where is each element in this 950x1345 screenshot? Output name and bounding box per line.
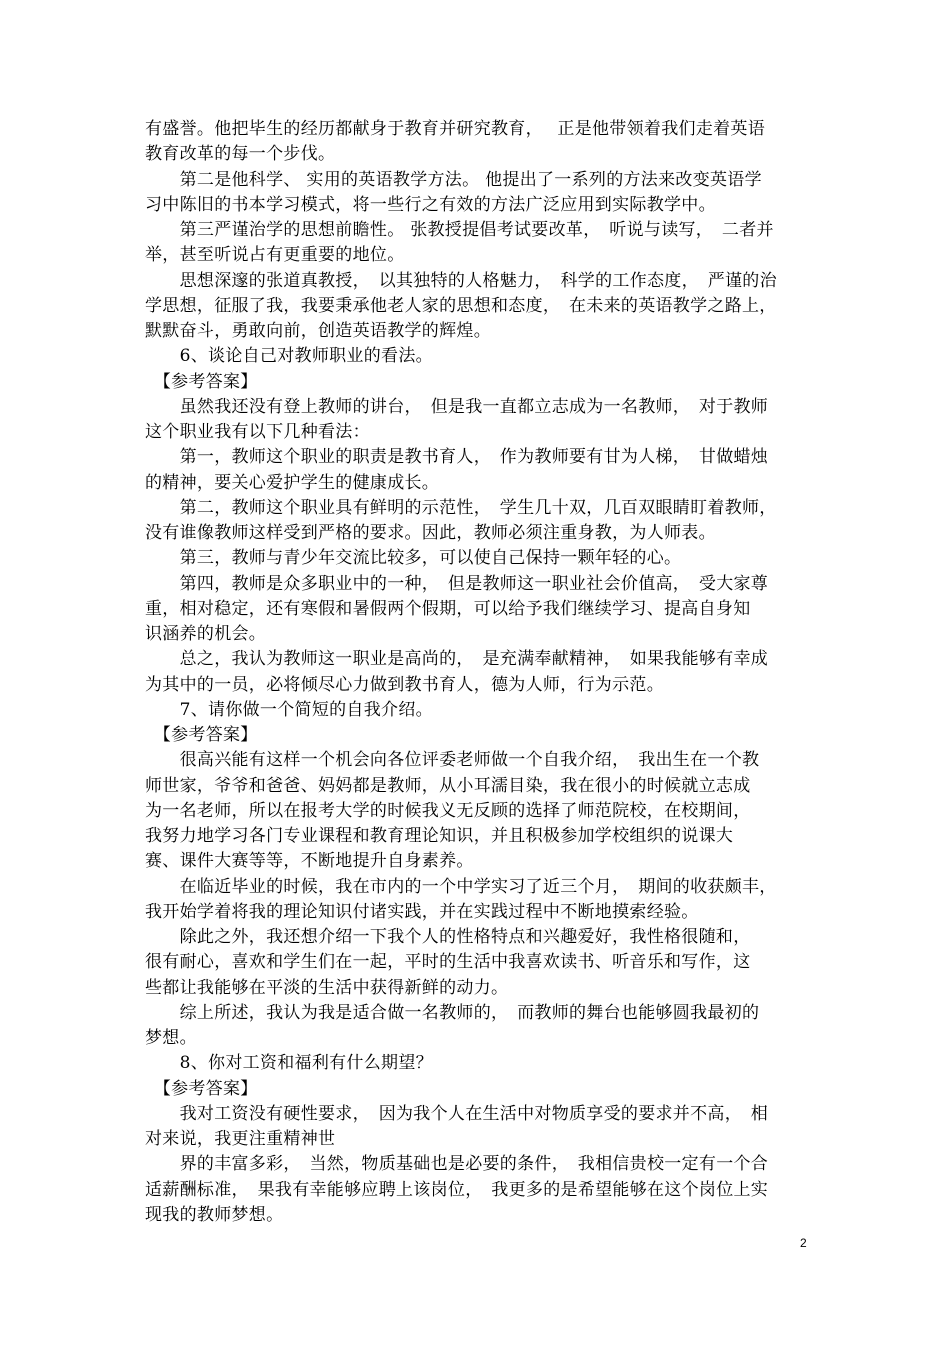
text-line: 为一名老师，所以在报考大学的时候我义无反顾的选择了师范院校，在校期间， — [145, 800, 751, 821]
text-line: 第三严谨治学的思想前瞻性。 张教授提倡考试要改革， 听说与读写， 二者并 — [145, 220, 774, 240]
text-line: 综上所述，我认为我是适合做一名教师的， 而教师的舞台也能够圆我最初的 — [145, 1002, 760, 1023]
text-line: 些都让我能够在平淡的生活中获得新鲜的动力。 — [145, 977, 509, 998]
text-line: 赛、课件大赛等等，不断地提升自身素养。 — [145, 851, 474, 872]
text-line: 在临近毕业的时候，我在市内的一个中学实习了近三个月， 期间的收获颇丰， — [145, 876, 777, 897]
text-line: 默默奋斗，勇敢向前，创造英语教学的辉煌。 — [145, 321, 491, 341]
text-line: 对来说，我更注重精神世 — [145, 1129, 336, 1149]
page-number: 2 — [800, 1236, 807, 1250]
text-line: 的精神，要关心爱护学生的健康成长。 — [145, 472, 440, 493]
text-line: 8、你对工资和福利有什么期望？ — [145, 1053, 433, 1074]
text-line: 虽然我还没有登上教师的讲台， 但是我一直都立志成为一名教师， 对于教师 — [145, 396, 769, 417]
text-line: 师世家，爷爷和爸爸、妈妈都是教师，从小耳濡目染，我在很小的时候就立志成 — [145, 775, 751, 796]
text-line: 界的丰富多彩， 当然，物质基础也是必要的条件， 我相信贵校一定有一个合 — [145, 1154, 769, 1175]
text-line: 除此之外，我还想介绍一下我个人的性格特点和兴趣爱好，我性格很随和， — [145, 927, 751, 947]
text-line: 举，甚至听说占有更重要的地位。 — [145, 245, 405, 266]
text-line: 教育改革的每一个步伐。 — [145, 144, 336, 165]
text-line: 习中陈旧的书本学习模式，将一些行之有效的方法广泛应用到实际教学中。 — [145, 194, 716, 215]
text-line: 第一，教师这个职业的职责是教书育人， 作为教师要有甘为人梯， 甘做蜡烛 — [145, 447, 769, 468]
text-line: 适薪酬标准， 果我有幸能够应聘上该岗位， 我更多的是希望能够在这个岗位上实 — [145, 1179, 769, 1200]
text-line: 重，相对稳定，还有寒假和暑假两个假期，可以给予我们继续学习、提高自身知 — [145, 598, 751, 619]
text-line: 【参考答案】 — [145, 725, 258, 745]
text-line: 第四，教师是众多职业中的一种， 但是教师这一职业社会价值高， 受大家尊 — [145, 573, 769, 594]
text-line: 7、请你做一个简短的自我介绍。 — [145, 699, 433, 720]
text-line: 这个职业我有以下几种看法： — [145, 422, 370, 442]
text-line: 很高兴能有这样一个机会向各位评委老师做一个自我介绍， 我出生在一个教 — [145, 750, 760, 771]
text-line: 第三，教师与青少年交流比较多，可以使自己保持一颗年轻的心。 — [145, 548, 682, 569]
text-line: 有盛誉。他把毕生的经历都献身于教育并研究教育， 正是他带领着我们走着英语 — [145, 119, 766, 139]
text-line: 【参考答案】 — [145, 371, 258, 392]
text-line: 我努力地学习各门专业课程和教育理论知识，并且积极参加学校组织的说课大 — [145, 826, 734, 846]
text-line: 现我的教师梦想。 — [145, 1204, 284, 1225]
text-line: 第二是他科学、 实用的英语教学方法。 他提出了一系列的方法来改变英语学 — [145, 169, 762, 190]
text-line: 6、谈论自己对教师职业的看法。 — [145, 346, 433, 367]
text-line: 梦想。 — [145, 1028, 197, 1048]
text-line: 我对工资没有硬性要求， 因为我个人在生活中对物质享受的要求并不高， 相 — [145, 1103, 769, 1124]
text-line: 第二，教师这个职业具有鲜明的示范性， 学生几十双，几百双眼睛盯着教师， — [145, 497, 777, 518]
text-line: 【参考答案】 — [145, 1078, 258, 1099]
text-line: 很有耐心，喜欢和学生们在一起，平时的生活中我喜欢读书、听音乐和写作，这 — [145, 952, 751, 973]
text-line: 思想深邃的张道真教授， 以其独特的人格魅力， 科学的工作态度， 严谨的治 — [145, 270, 777, 291]
text-line: 总之，我认为教师这一职业是高尚的， 是充满奉献精神， 如果我能够有幸成 — [145, 649, 769, 670]
text-line: 我开始学着将我的理论知识付诸实践，并在实践过程中不断地摸索经验。 — [145, 901, 699, 922]
text-line: 识涵养的机会。 — [145, 624, 267, 644]
text-line: 学思想，征服了我，我要秉承他老人家的思想和态度， 在未来的英语教学之路上， — [145, 295, 777, 316]
text-line: 为其中的一员，必将倾尽心力做到教书育人，德为人师，行为示范。 — [145, 674, 664, 695]
text-line: 没有谁像教师这样受到严格的要求。因此，教师必须注重身教，为人师表。 — [145, 523, 716, 543]
